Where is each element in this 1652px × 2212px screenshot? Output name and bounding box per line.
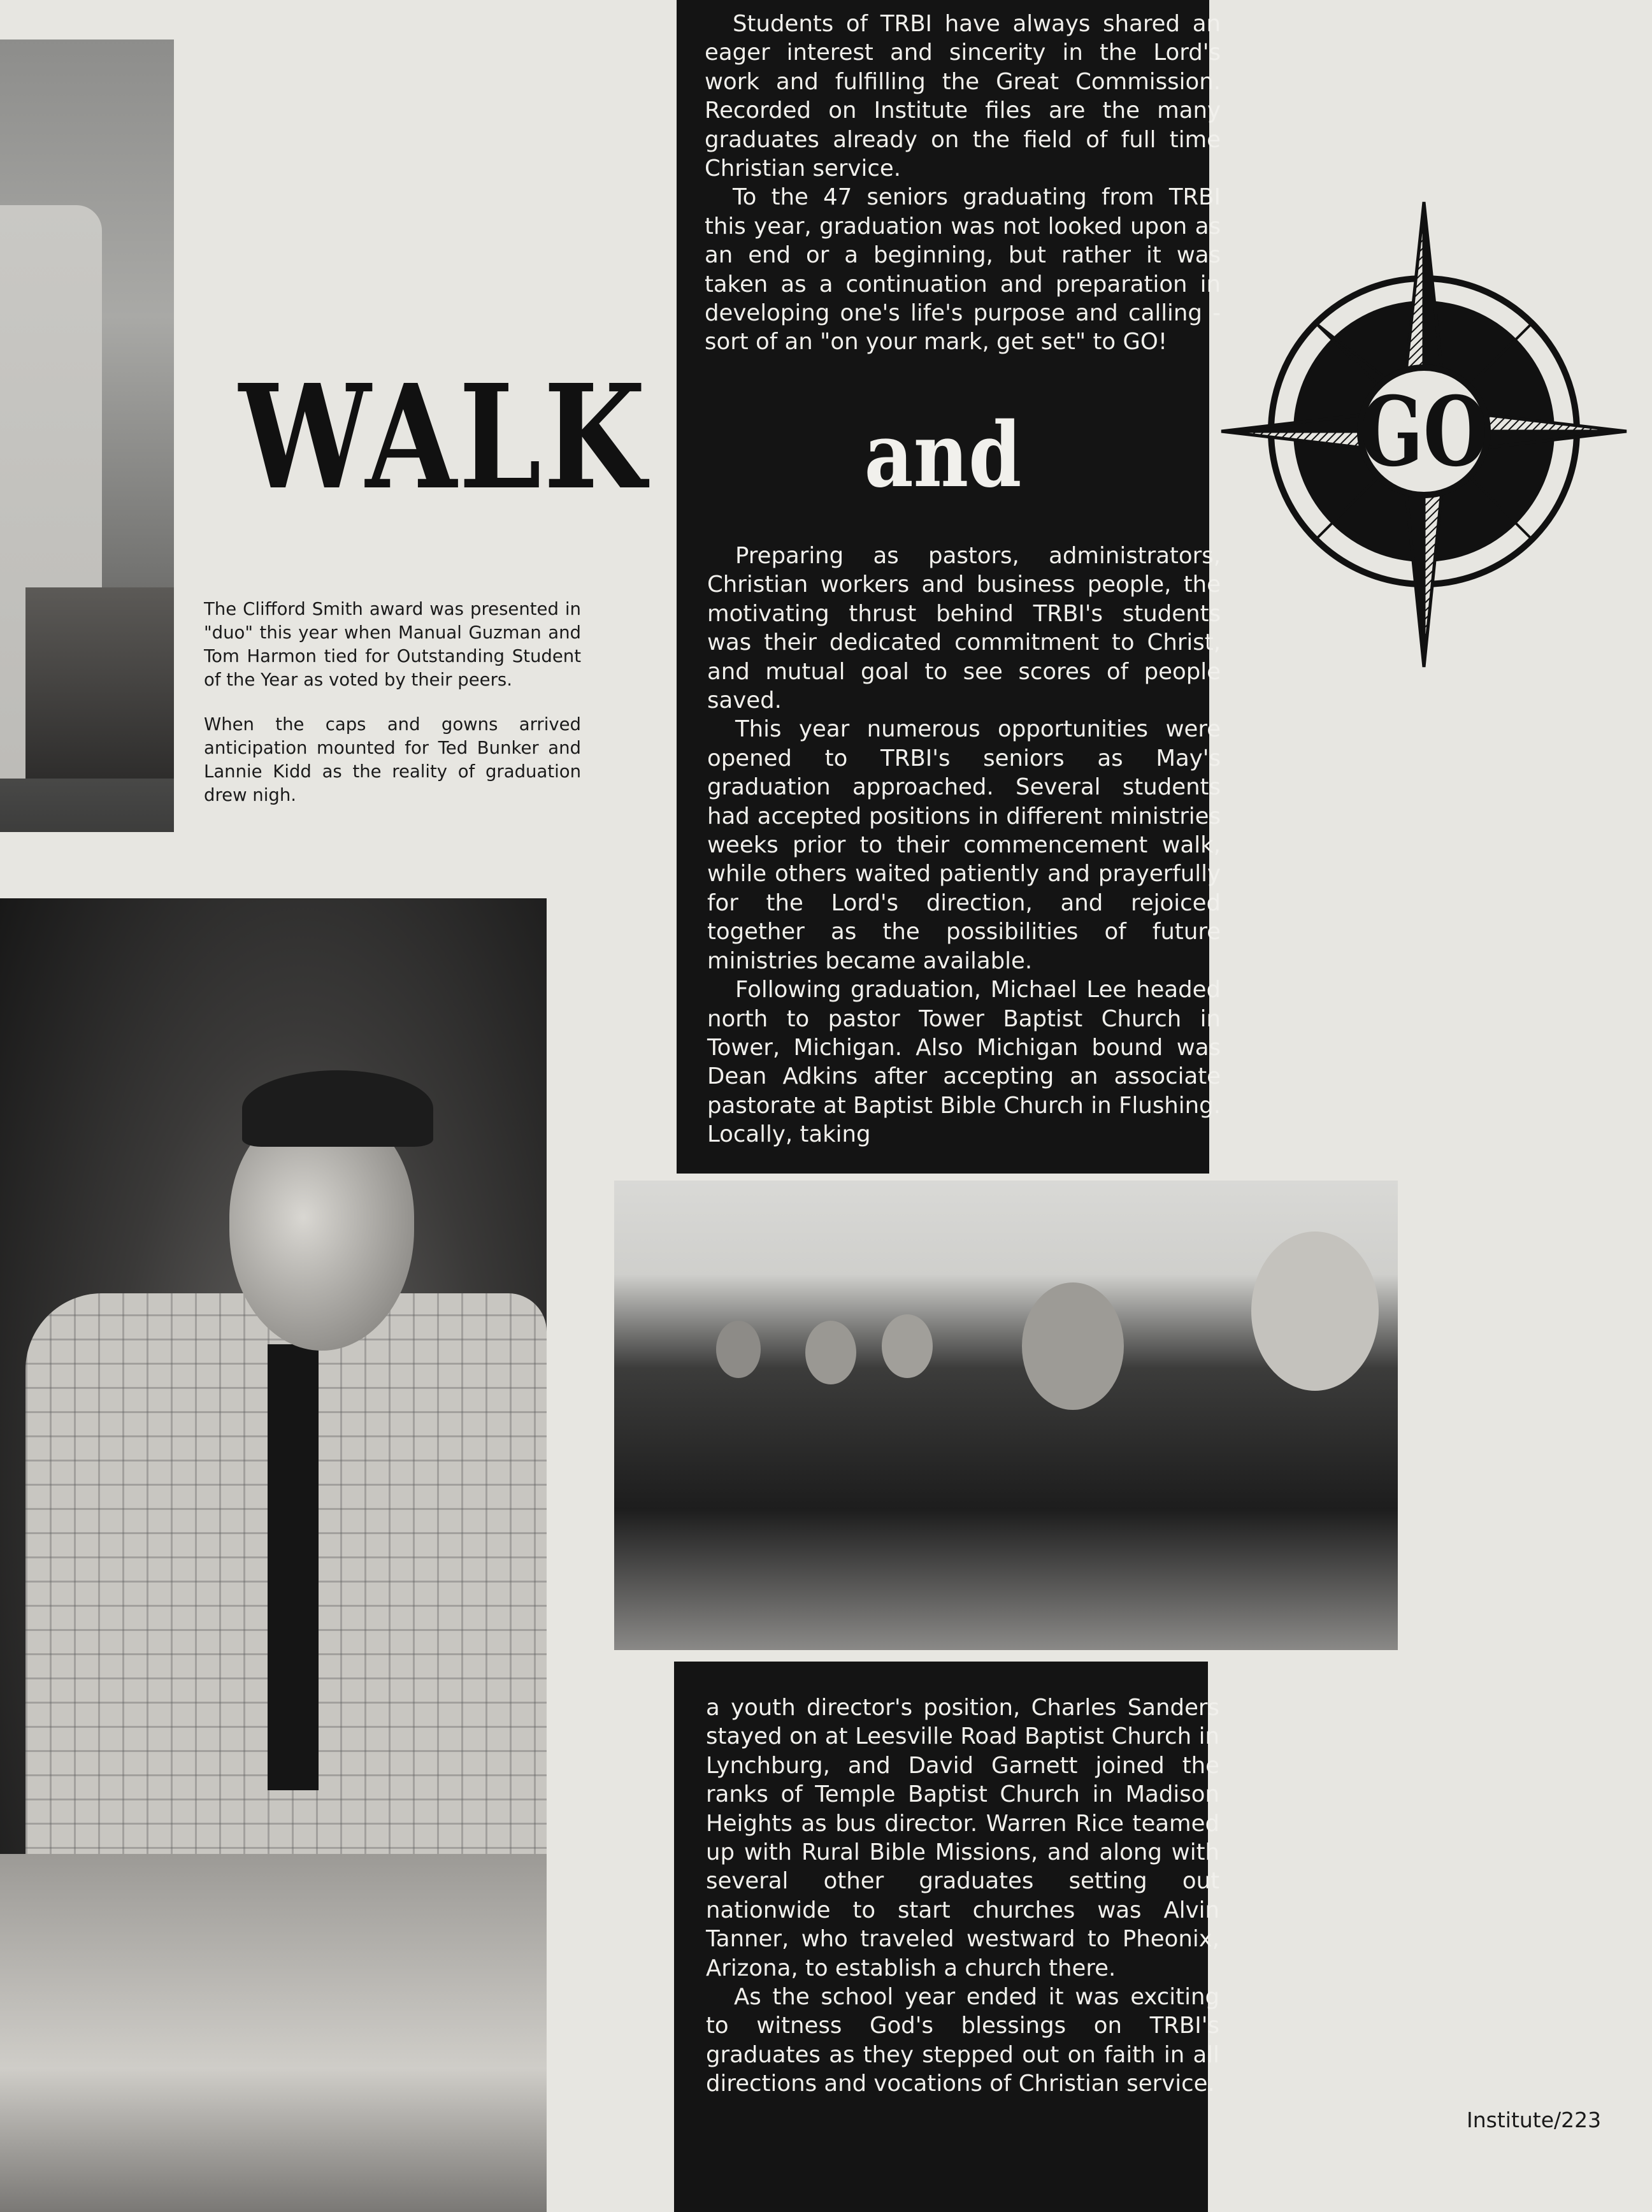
article-paragraph: Preparing as pastors, administrators, Christian workers and business people, the motivating thrust behind TRBI's students was their dedicated commitment to Christ, and mutual goal to see scores of people saved. (707, 543, 1221, 714)
photo-stage-rail (25, 587, 174, 779)
photo-bags (0, 1854, 547, 2212)
article-body (707, 542, 1221, 1149)
article-paragraph: a youth director's position, Charles Sanders stayed on at Leesville Road Baptist Church in Lynchburg, and David Garnett joined the ranks of Temple Baptist Church in Madison Heights as bus director. Warren Rice teamed up with Rural Bible Missions, and along with several other graduates setting out nationwide to start churches was Alvin Tanner, who traveled westward to Pheonix, Arizona, to establish a church there. (706, 1695, 1219, 1981)
photo-head (1251, 1232, 1379, 1391)
article-continuation (706, 1693, 1219, 2099)
article-paragraph: Following graduation, Michael Lee headed north to pastor Tower Baptist Church in Tower, Michigan. Also Michigan bound was Dean Adkins after accepting an associate pastorate at Baptist Bible Church in Flushing. Locally, taking (707, 977, 1221, 1148)
photo-head (882, 1314, 933, 1378)
heading-and: and (864, 403, 1022, 508)
heading-walk: WALK (239, 354, 648, 522)
photo-commencement-crowd (614, 1181, 1398, 1650)
page-folio: Institute/223 (1467, 2108, 1602, 2132)
caption-caps-gowns: When the caps and gowns arrived anticipation mounted for Ted Bunker and Lannie Kidd as the reality of graduation drew nigh. (204, 714, 581, 805)
photo-cap (242, 1070, 433, 1147)
photo-award-presentation (0, 40, 174, 832)
article-paragraph: Students of TRBI have always shared an eager interest and sincerity in the Lord's work and fulfilling the Great Commission. Recorded on Institute files are the many graduates already on the field of full time Christian service. (705, 11, 1221, 182)
photo-tie (268, 1344, 319, 1790)
photo-student-cap-gown (0, 898, 547, 2212)
caption-award: The Clifford Smith award was presented in "duo" this year when Manual Guzman and Tom Harmon tied for Outstanding Student of the Year as voted by their peers. (204, 599, 581, 690)
article-paragraph: As the school year ended it was exciting to witness God's blessings on TRBI's graduates as they stepped out on faith in all directions and vocations of Christian service. (706, 1984, 1219, 2097)
article-paragraph: This year numerous opportunities were opened to TRBI's seniors as May's graduation approached. Several students had accepted positions in different ministries weeks prior to their commencement walk, while others waited patiently and prayerfully for the Lord's direction, and rejoiced together as the possibilities of future ministries became available. (707, 716, 1221, 974)
photo-head (1022, 1282, 1124, 1410)
photo-head (805, 1321, 856, 1384)
photo-head (716, 1321, 761, 1378)
article-panel-top (677, 0, 1221, 1174)
article-paragraph: To the 47 seniors graduating from TRBI this year, graduation was not looked upon as an end or a beginning, but rather it was taken as a continuation and preparation in developing one's life's purpose and calling - sort of an "on your mark, get set" to GO! (705, 184, 1221, 356)
heading-go: GO (1360, 375, 1488, 488)
photo-captions (204, 598, 581, 828)
article-intro (705, 10, 1221, 357)
compass-go-logo (1220, 199, 1628, 670)
